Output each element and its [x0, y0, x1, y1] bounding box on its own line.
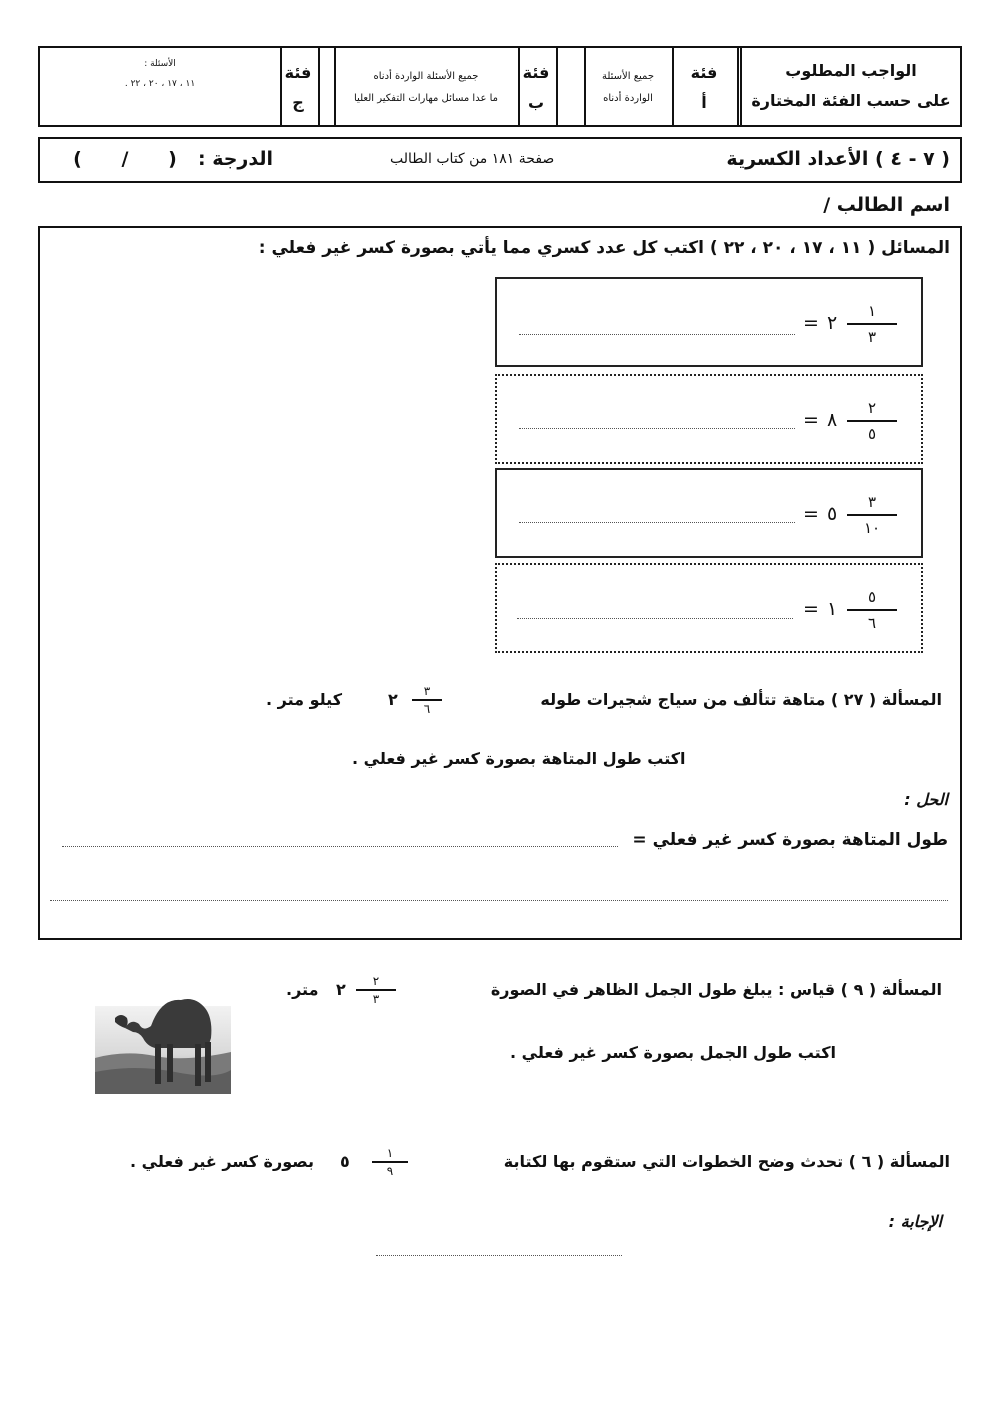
problem9-fraction: ٢ ٣ [356, 974, 396, 1006]
answer-field-4[interactable] [517, 618, 793, 619]
homework-title-line2: على حسب الفئة المختارة [751, 91, 951, 110]
problem6-text: المسألة ( ٦ ) تحدث وضح الخطوات التي ستقوم بها لكتابة [503, 1152, 950, 1171]
fraction-2: ٢ ٥ [847, 398, 897, 444]
problem6-fraction: ١ ٩ [372, 1146, 408, 1178]
student-name-label: اسم الطالب / [823, 194, 950, 216]
problems-instruction: المسائل ( ١١ ، ١٧ ، ٢٠ ، ٢٢ ) اكتب كل عدد كسري مما يأتي بصورة كسر غير فعلي : [258, 238, 950, 258]
fraction-1: ١ ٣ [847, 301, 897, 347]
problem27-unit: كيلو متر . [266, 690, 343, 709]
category-b: فئة ب [522, 63, 550, 112]
problem9-text: المسألة ( ٩ ) قياس : يبلغ طول الجمل الظاهر في الصورة [490, 980, 942, 999]
fraction-3: ٣ ١٠ [847, 492, 897, 538]
category-b-desc: جميع الأسئلة الواردة أدناه ما عدا مسائل مهارات التفكير العليا [354, 71, 498, 104]
mixed-number-box-4 [495, 563, 923, 653]
problem6-answer-field[interactable] [376, 1255, 622, 1256]
grade-label: الدرجة : [198, 148, 273, 170]
problem9-whole: ٢ [336, 980, 346, 999]
problem27-fraction: ٣ ٦ [412, 684, 442, 716]
lesson-bar [38, 137, 962, 183]
homework-title [746, 56, 956, 116]
grade-value: ( / ) [73, 148, 177, 170]
problem27-answer-field-2[interactable] [50, 900, 948, 901]
category-a-desc: جميع الأسئلة الواردة أدناه [601, 71, 655, 104]
page-reference: صفحة ١٨١ من كتاب الطالب [390, 151, 555, 167]
problem27-text: المسألة ( ٢٧ ) متاهة تتألف من سياج شجيرات طوله [540, 690, 942, 709]
lesson-title: ( ٧ - ٤ ) الأعداد الكسرية [726, 148, 950, 170]
header-table [38, 46, 962, 127]
equals-sign-3: = [803, 503, 819, 525]
equals-sign-1: = [803, 312, 819, 334]
problem9-task: اكتب طول الجمل بصورة كسر غير فعلي . [510, 1043, 836, 1062]
category-c: فئة ج [284, 63, 312, 112]
mixed-number-box-2 [495, 374, 923, 464]
category-c-desc: الأسئلة : ١١ ، ١٧ ، ٢٠ ، ٢٢ . [124, 59, 196, 89]
problem6-tail: بصورة كسر غير فعلي . [130, 1152, 314, 1171]
answer-label: طول المتاهة بصورة كسر غير فعلي = [632, 830, 948, 850]
problem27-answer-field-1[interactable] [62, 846, 618, 847]
problem6-whole: ٥ [340, 1152, 350, 1171]
answer-field-2[interactable] [519, 428, 795, 429]
category-a: فئة أ [690, 63, 718, 112]
whole-number-3: ٥ [827, 503, 838, 525]
answer-heading: الإجابة : [888, 1212, 942, 1231]
problem9-unit: متر. [286, 980, 319, 999]
answer-field-3[interactable] [519, 522, 795, 523]
solution-label: الحل : [904, 790, 948, 809]
equals-sign-4: = [803, 598, 819, 620]
whole-number-1: ٢ [827, 312, 838, 334]
whole-number-4: ١ [827, 598, 838, 620]
equals-sign-2: = [803, 409, 819, 431]
fraction-4: ٥ ٦ [847, 587, 897, 633]
mixed-number-box-3 [495, 468, 923, 558]
problem27-whole: ٢ [388, 690, 398, 709]
mixed-number-box-1 [495, 277, 923, 367]
whole-number-2: ٨ [827, 409, 838, 431]
problem27-task: اكتب طول المتاهة بصورة كسر غير فعلي . [352, 749, 686, 768]
answer-field-1[interactable] [519, 334, 795, 335]
homework-title-line1: الواجب المطلوب [785, 61, 917, 80]
camel-image [95, 988, 231, 1094]
